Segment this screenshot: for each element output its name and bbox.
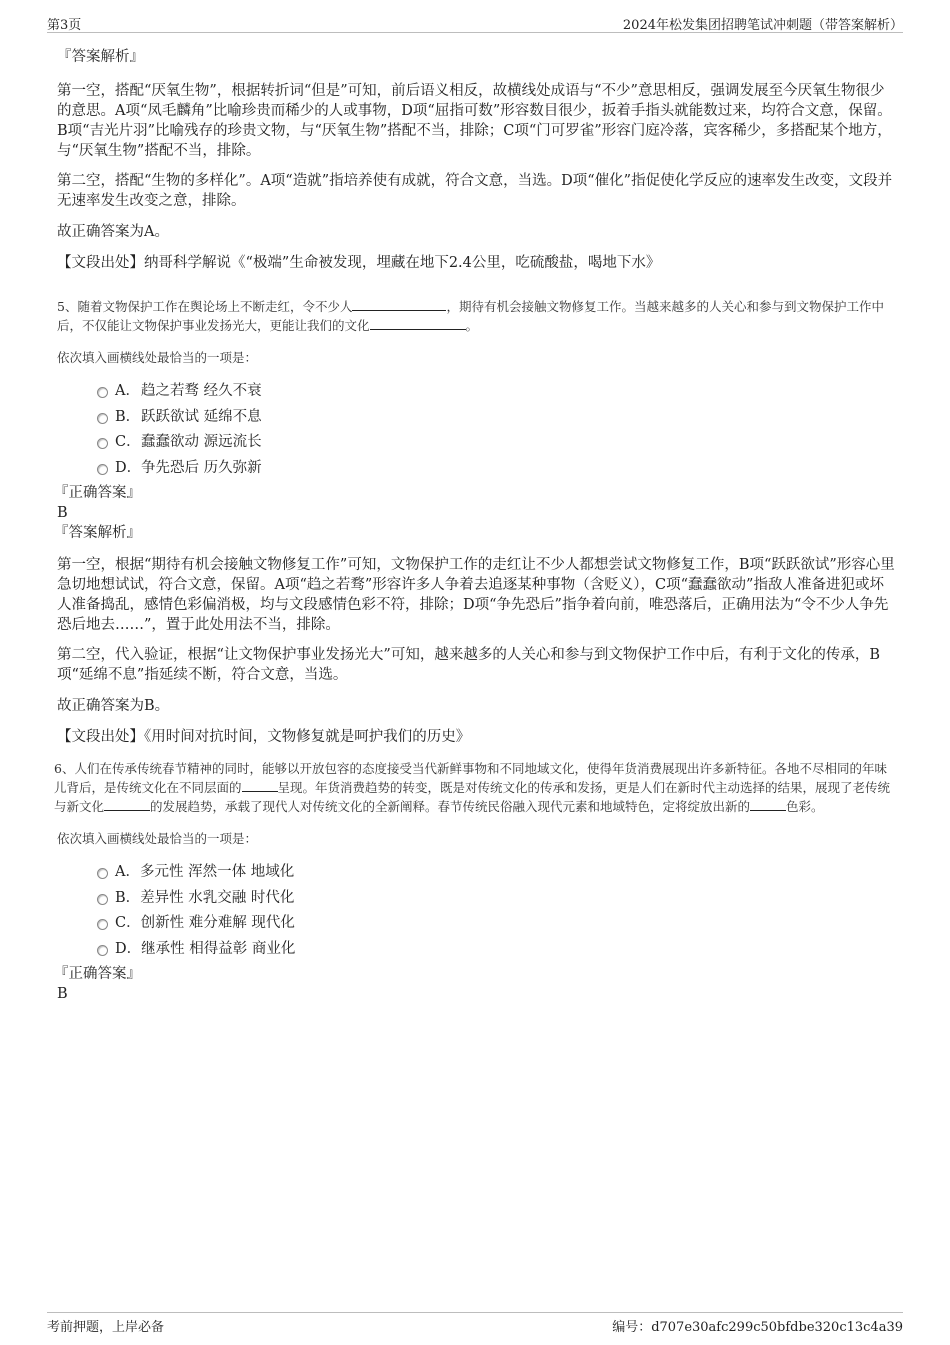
option-text: 继承性 相得益彰 商业化 (141, 940, 296, 957)
footer-slogan: 考前押题，上岸必备 (47, 1320, 165, 1335)
page-content (54, 47, 895, 1004)
q5-option-a[interactable] (57, 381, 895, 407)
option-text: 蠢蠢欲动 源远流长 (141, 434, 262, 450)
q4-analysis-para1: 第一空，搭配“厌氧生物”，根据转折词“但是”可知，前后语义相反，故横线处成语与“不少”意思相反，强调发展至今厌氧生物很少的意思。A项“凤毛麟角”比喻珍贵而稀少的人或事物，D项“屈指可数”形容数目很少，扳着手指头就能数过来，均符合文意，保留。B项“吉光片羽”比喻残存的珍贵文物，与“厌氧生物”搭配不当，排除；C项“门可罗雀”形容门庭冷落，宾客稀少，多搭配某个地方，与“厌氧生物”搭配不当，排除。 (57, 83, 892, 159)
option-letter: C． (115, 915, 141, 931)
radio-button-icon[interactable] (97, 945, 108, 956)
radio-button-icon[interactable] (97, 413, 108, 424)
q5-options (57, 381, 895, 483)
radio-button-icon[interactable] (97, 868, 108, 879)
q6-option-b[interactable] (57, 888, 895, 914)
q6-option-a[interactable] (57, 862, 895, 888)
page-number: 第3页 (47, 18, 82, 33)
q6-stem (54, 759, 895, 816)
q4-analysis-para2: 第二空，搭配“生物的多样化”。A项“造就”指培养使有成就，符合文意，当选。D项“催化”指促使化学反应的速率发生改变，文段并无速率发生改变之意，排除。 (57, 173, 893, 209)
q6-stem-part1: 6、人们在传承传统春节精神的同时，能够以开放包容的态度接受当代新鲜事物和不同地域文化，使得年货消费展现出许多新特征。各地不尽相同的年味儿背后，是传统文化在不同层面的 (54, 761, 887, 795)
q5-analysis-para2: 第二空，代入验证，根据“让文物保护事业发扬光大”可知，越来越多的人关心和参与到文物保护工作中后，有利于文化的传承，B项“延绵不息”指延续不断，符合文意，当选。 (57, 647, 880, 683)
option-text: 创新性 难分难解 现代化 (140, 915, 295, 931)
q5-stem-part3: 。 (465, 318, 479, 333)
q6-option-d[interactable] (57, 939, 895, 965)
option-letter: A． (115, 383, 140, 399)
page-header (47, 14, 903, 33)
radio-button-icon[interactable] (97, 438, 108, 449)
option-letter: D． (115, 940, 142, 957)
radio-button-icon[interactable] (97, 894, 108, 905)
radio-button-icon[interactable] (97, 387, 108, 398)
q5-option-b[interactable] (57, 407, 895, 433)
radio-button-icon[interactable] (97, 919, 108, 930)
q4-source: 【文段出处】纳哥科学解说《“极端”生命被发现，埋藏在地下2.4公里，吃硫酸盐，喝地下水》 (57, 255, 661, 271)
q5-stem-part2: ，期待有机会接触文物修复工作。当越来越多的人关心和参与到文物保护工作中后，不仅能让文物保护事业发扬光大，更能让我们的文化 (57, 299, 884, 333)
option-letter: B． (115, 889, 141, 906)
radio-button-icon[interactable] (97, 464, 108, 475)
footer-serial-number: 编号：d707e30afc299c50bfdbe320c13c4a39 (612, 1320, 903, 1335)
q5-option-d[interactable] (57, 458, 895, 484)
option-letter: C． (115, 434, 141, 450)
q5-stem-part1: 5、随着文物保护工作在舆论场上不断走红，令不少人 (57, 299, 353, 314)
option-text: 跃跃欲试 延绵不息 (141, 408, 262, 425)
q4-analysis-label: 『答案解析』 (57, 49, 144, 65)
q6-correct-label: 『正确答案』 (54, 966, 141, 982)
q6-stem-part3: 的发展趋势，承载了现代人对传统文化的全新阐释。春节传统民俗融入现代元素和地域特色，定将绽放出新的 (150, 799, 751, 814)
q5-stem (57, 297, 895, 335)
blank (750, 798, 786, 811)
q6-option-c[interactable] (57, 913, 895, 939)
blank (352, 298, 446, 311)
document-title: 2024年松发集团招聘笔试冲刺题（带答案解析） (622, 18, 903, 33)
page-footer (47, 1312, 903, 1335)
blank (104, 798, 150, 811)
q5-conclusion: 故正确答案为B。 (57, 698, 170, 714)
blank (242, 779, 278, 792)
q6-instruction: 依次填入画横线处最恰当的一项是： (57, 831, 258, 846)
q6-stem-part2: 呈现。年货消费趋势的转变，既是对传统文化的传承和发扬，更是人们在新时代主动选择的结果，展现了老传统与新文化 (54, 780, 891, 814)
option-text: 趋之若骛 经久不衰 (141, 383, 262, 399)
q5-correct-label: 『正确答案』 (54, 485, 141, 501)
option-text: 差异性 水乳交融 时代化 (140, 889, 295, 906)
q5-source: 【文段出处】《用时间对抗时间，文物修复就是呵护我们的历史》 (57, 729, 471, 745)
q5-analysis-label: 『答案解析』 (54, 525, 141, 541)
option-letter: A． (115, 864, 140, 880)
q6-options (57, 862, 895, 964)
q6-stem-part4: 色彩。 (786, 799, 824, 814)
option-letter: B． (115, 408, 141, 425)
option-text: 多元性 浑然一体 地域化 (139, 864, 295, 880)
q5-analysis-para1: 第一空，根据“期待有机会接触文物修复工作”可知，文物保护工作的走红让不少人都想尝试文物修复工作，B项“跃跃欲试”形容心里急切地想试试，符合文意，保留。A项“趋之若骛”形容许多人争着去追逐某种事物（含贬义），C项“蠢蠢欲动”指敌人准备进犯或坏人准备捣乱，感情色彩偏消极，均与文段感情色彩不符，排除；D项“争先恐后”指争着向前，唯恐落后，正确用法为“令不少人争先恐后地去……”，置于此处用法不当，排除。 (57, 557, 895, 633)
q4-conclusion: 故正确答案为A。 (57, 224, 169, 240)
option-text: 争先恐后 历久弥新 (141, 459, 262, 476)
blank (370, 317, 466, 330)
q5-option-c[interactable] (57, 432, 895, 458)
q5-instruction: 依次填入画横线处最恰当的一项是： (57, 350, 258, 365)
q5-correct-answer: B (57, 505, 68, 521)
q6-correct-answer: B (57, 986, 68, 1002)
option-letter: D． (115, 459, 142, 476)
